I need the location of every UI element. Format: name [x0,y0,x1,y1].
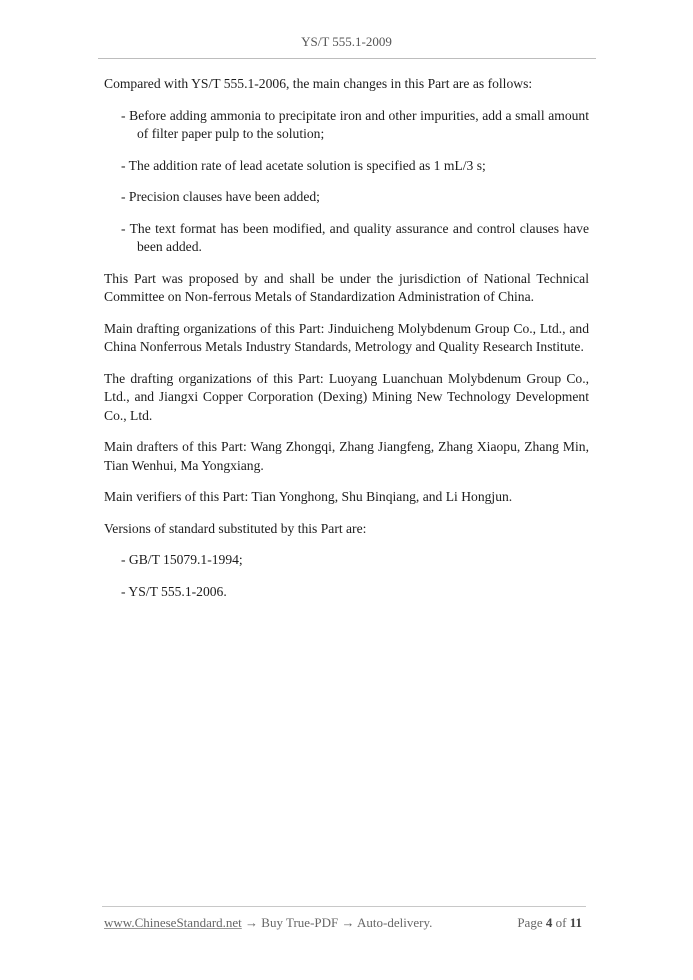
change-item: - Precision clauses have been added; [121,189,320,205]
footer-divider [102,906,586,907]
header-divider [98,58,596,59]
arrow-right-icon: → [341,915,355,930]
page-header [0,34,693,50]
page-number [517,915,582,931]
change-item: - The addition rate of lead acetate solution is specified as 1 mL/3 s; [121,157,486,173]
version-item: - YS/T 555.1-2006. [121,583,227,599]
footer-promo [104,915,432,931]
drafting-orgs-paragraph: The drafting organizations of this Part: Luoyang Luanchuan Molybdenum Group Co., Ltd., and Jiangxi Copper Corporation (Dexing) Mining New Technology Development Co., Ltd. [104,370,589,423]
site-link[interactable]: www.ChineseStandard.net [104,915,242,930]
proposed-by-paragraph: This Part was proposed by and shall be under the jurisdiction of National Technical Committee on Non-ferrous Metals of Standardization Administration of China. [104,270,589,305]
changes-intro: Compared with YS/T 555.1-2006, the main changes in this Part are as follows: [104,76,533,91]
main-verifiers-paragraph: Main verifiers of this Part: Tian Yonghong, Shu Binqiang, and Li Hongjun. [104,489,513,505]
main-drafting-orgs-paragraph: Main drafting organizations of this Part: Jinduicheng Molybdenum Group Co., Ltd., and China Nonferrous Metals Industry Standards, Metrology and Quality Research Institute. [104,320,589,355]
standard-code: YS/T 555.1-2009 [301,34,392,49]
current-page: 4 [545,915,553,930]
buy-true-pdf-text: Buy True-PDF [261,915,339,930]
of-label: of [555,915,567,930]
change-item: - The text format has been modified, and quality assurance and control clauses have been added. [121,220,589,255]
auto-delivery-text: Auto-delivery. [357,915,433,930]
versions-intro: Versions of standard substituted by this Part are: [104,520,367,536]
total-pages: 11 [569,915,582,930]
version-item: - GB/T 15079.1-1994; [121,552,243,568]
document-body [104,75,589,615]
page-label: Page [517,915,543,930]
change-item: - Before adding ammonia to precipitate iron and other impurities, add a small amount of filter paper pulp to the solution; [121,107,589,141]
main-drafters-paragraph: Main drafters of this Part: Wang Zhongqi, Zhang Jiangfeng, Zhang Xiaopu, Zhang Min, Tian Wenhui, Ma Yongxiang. [104,439,589,473]
arrow-right-icon: → [245,915,259,930]
